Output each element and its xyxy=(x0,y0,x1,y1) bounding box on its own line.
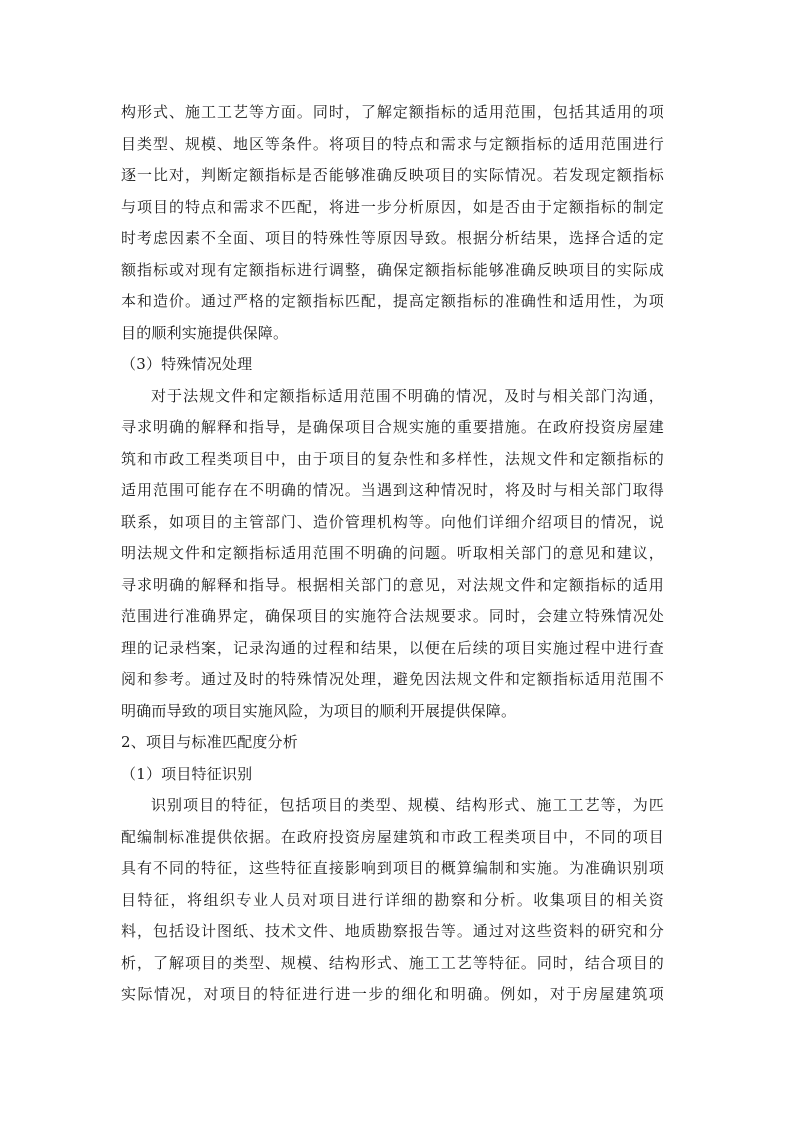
text-line: 额指标或对现有定额指标进行调整，确保定额指标能够准确反映项目的实际成 xyxy=(121,260,664,279)
text-line: 阅和参考。通过及时的特殊情况处理，避免因法规文件和定额指标适用范围不 xyxy=(121,670,664,688)
text-line: 构形式、施工工艺等方面。同时，了解定额指标的适用范围，包括其适用的项 xyxy=(121,103,664,121)
text-line: 时考虑因素不全面、项目的特殊性等原因导致。根据分析结果，选择合适的定 xyxy=(121,229,664,247)
text-line: 适用范围可能存在不明确的情况。当遇到这种情况时，将及时与相关部门取得 xyxy=(121,481,664,499)
text-line: 寻求明确的解释和指导。根据相关部门的意见，对法规文件和定额指标的适用 xyxy=(121,575,664,594)
text-line: 料，包括设计图纸、技术文件、地质勘察报告等。通过对这些资料的研究和分 xyxy=(121,922,664,940)
text-line: 实际情况，对项目的特征进行进一步的细化和明确。例如，对于房屋建筑项 xyxy=(121,985,664,1003)
text-line: 逐一比对，判断定额指标是否能够准确反映项目的实际情况。若发现定额指标 xyxy=(121,166,664,184)
text-line: 与项目的特点和需求不匹配，将进一步分析原因，如是否由于定额指标的制定 xyxy=(121,197,664,216)
text-line: 联系，如项目的主管部门、造价管理机构等。向他们详细介绍项目的情况，说 xyxy=(121,512,664,531)
text-line: 具有不同的特征，这些特征直接影响到项目的概算编制和实施。为准确识别项 xyxy=(121,859,664,877)
text-line: 理的记录档案，记录沟通的过程和结果，以便在后续的项目实施过程中进行查 xyxy=(121,638,664,657)
section-heading-special-cases: （3）特殊情况处理 xyxy=(121,355,253,373)
section-heading-feature-identification: （1）项目特征识别 xyxy=(121,764,253,783)
text-line: 目类型、规模、地区等条件。将项目的特点和需求与定额指标的适用范围进行 xyxy=(121,134,664,153)
text-line: 配编制标准提供依据。在政府投资房屋建筑和市政工程类项目中，不同的项目 xyxy=(121,827,664,846)
text-line: 明法规文件和定额指标适用范围不明确的问题。听取相关部门的意见和建议， xyxy=(121,544,664,562)
text-line: 明确而导致的项目实施风险，为项目的顺利开展提供保障。 xyxy=(121,701,517,720)
paragraph-definition-matching xyxy=(121,97,664,349)
paragraph-feature-identification xyxy=(121,790,664,1011)
text-line: 寻求明确的解释和指导，是确保项目合规实施的重要措施。在政府投资房屋建 xyxy=(121,418,664,436)
text-line: 本和造价。通过严格的定额指标匹配，提高定额指标的准确性和适用性，为项 xyxy=(121,292,664,310)
text-line: 筑和市政工程类项目中，由于项目的复杂性和多样性，法规文件和定额指标的 xyxy=(121,449,664,468)
text-line: 目特征，将组织专业人员对项目进行详细的勘察和分析。收集项目的相关资 xyxy=(121,890,664,909)
section-heading-standard-matching: 2、项目与标准匹配度分析 xyxy=(121,733,298,751)
text-line: 范围进行准确界定，确保项目的实施符合法规要求。同时，会建立特殊情况处 xyxy=(121,607,664,625)
text-line: 对于法规文件和定额指标适用范围不明确的情况，及时与相关部门沟通， xyxy=(151,386,664,405)
text-line: 识别项目的特征，包括项目的类型、规模、结构形式、施工工艺等，为匹 xyxy=(151,796,664,814)
text-line: 目的顺利实施提供保障。 xyxy=(121,323,289,342)
document-body xyxy=(121,97,664,1011)
text-line: 析，了解项目的类型、规模、结构形式、施工工艺等特征。同时，结合项目的 xyxy=(121,953,664,972)
paragraph-special-cases xyxy=(121,381,664,728)
